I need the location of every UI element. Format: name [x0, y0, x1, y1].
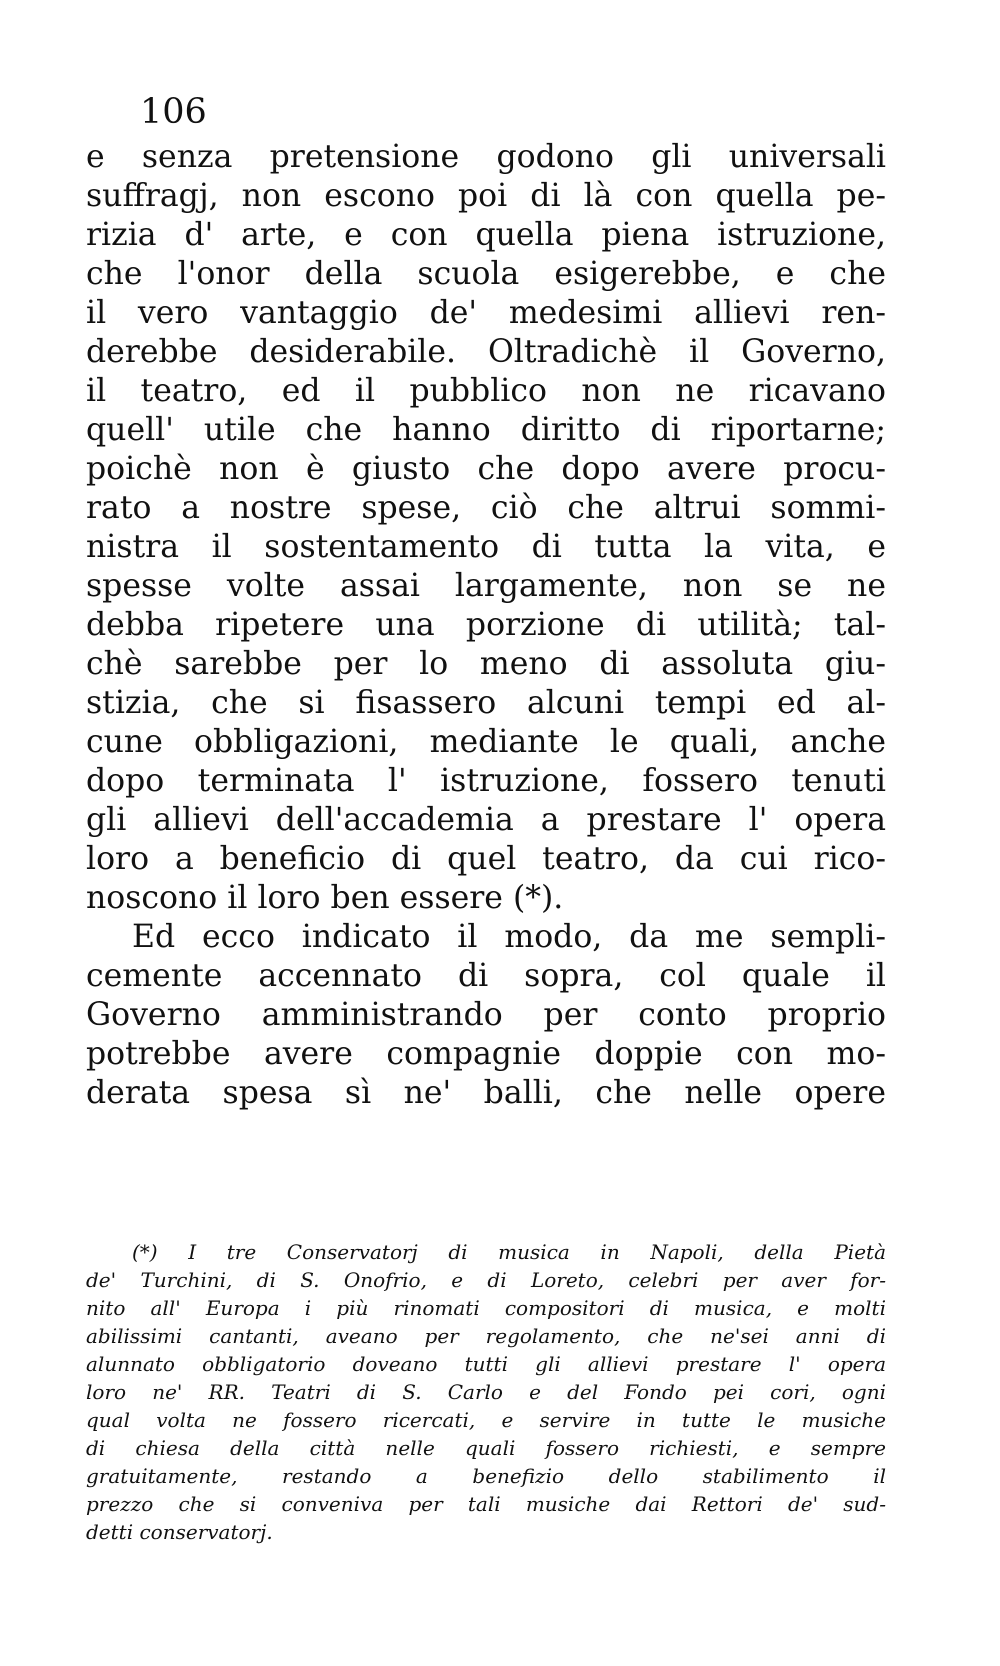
page-number: 106 — [140, 92, 207, 132]
footnote-line: de' Turchini, di S. Onofrio, e di Loreto, celebri per aver for- — [86, 1268, 886, 1292]
footnote-line: (*) I tre Conservatorj di musica in Napoli, della Pietà — [132, 1240, 886, 1264]
body-line: poichè non è giusto che dopo avere procu- — [86, 451, 886, 487]
body-line: Ed ecco indicato il modo, da me sempli- — [132, 919, 886, 955]
body-line: stizia, che si fisassero alcuni tempi ed al- — [86, 685, 886, 721]
body-line: dopo terminata l' istruzione, fossero tenuti — [86, 763, 886, 799]
footnote-line: qual volta ne fossero ricercati, e servire in tutte le musiche — [86, 1408, 886, 1432]
body-line: e senza pretensione godono gli universali — [86, 139, 886, 175]
body-line: rizia d' arte, e con quella piena istruzione, — [86, 217, 886, 253]
body-line: gli allievi dell'accademia a prestare l' opera — [86, 802, 886, 838]
body-line: debba ripetere una porzione di utilità; tal- — [86, 607, 886, 643]
footnote-line: alunnato obbligatorio doveano tutti gli allievi prestare l' opera — [86, 1352, 886, 1376]
body-line: il vero vantaggio de' medesimi allievi ren- — [86, 295, 886, 331]
footnote-line: di chiesa della città nelle quali fossero richiesti, e sempre — [86, 1436, 886, 1460]
footnote-line: detti conservatorj. — [86, 1520, 273, 1544]
body-line: suffragj, non escono poi di là con quella pe- — [86, 178, 886, 214]
body-line: che l'onor della scuola esigerebbe, e che — [86, 256, 886, 292]
body-line: derata spesa sì ne' balli, che nelle opere — [86, 1075, 886, 1111]
footnote-line: nito all' Europa i più rinomati compositori di musica, e molti — [86, 1296, 886, 1320]
footnote-line: gratuitamente, restando a benefizio dello stabilimento il — [86, 1464, 886, 1488]
body-line: il teatro, ed il pubblico non ne ricavano — [86, 373, 886, 409]
footnote-line: abilissimi cantanti, aveano per regolamento, che ne'sei anni di — [86, 1324, 886, 1348]
body-line: derebbe desiderabile. Oltradichè il Governo, — [86, 334, 886, 370]
body-line: nistra il sostentamento di tutta la vita, e — [86, 529, 886, 565]
body-line: rato a nostre spese, ciò che altrui sommi- — [86, 490, 886, 526]
body-line: Governo amministrando per conto proprio — [86, 997, 886, 1033]
body-line: spesse volte assai largamente, non se ne — [86, 568, 886, 604]
footnote-line: loro ne' RR. Teatri di S. Carlo e del Fondo pei cori, ogni — [86, 1380, 886, 1404]
body-line: quell' utile che hanno diritto di riportarne; — [86, 412, 886, 448]
body-line: potrebbe avere compagnie doppie con mo- — [86, 1036, 886, 1072]
body-line: cune obbligazioni, mediante le quali, anche — [86, 724, 886, 760]
body-line: chè sarebbe per lo meno di assoluta giu- — [86, 646, 886, 682]
footnote — [86, 1238, 886, 1546]
body-text — [86, 138, 886, 1113]
footnote-line: prezzo che si conveniva per tali musiche dai Rettori de' sud- — [86, 1492, 886, 1516]
body-line: noscono il loro ben essere (*). — [86, 880, 564, 916]
body-line: loro a beneficio di quel teatro, da cui rico- — [86, 841, 886, 877]
body-line: cemente accennato di sopra, col quale il — [86, 958, 886, 994]
